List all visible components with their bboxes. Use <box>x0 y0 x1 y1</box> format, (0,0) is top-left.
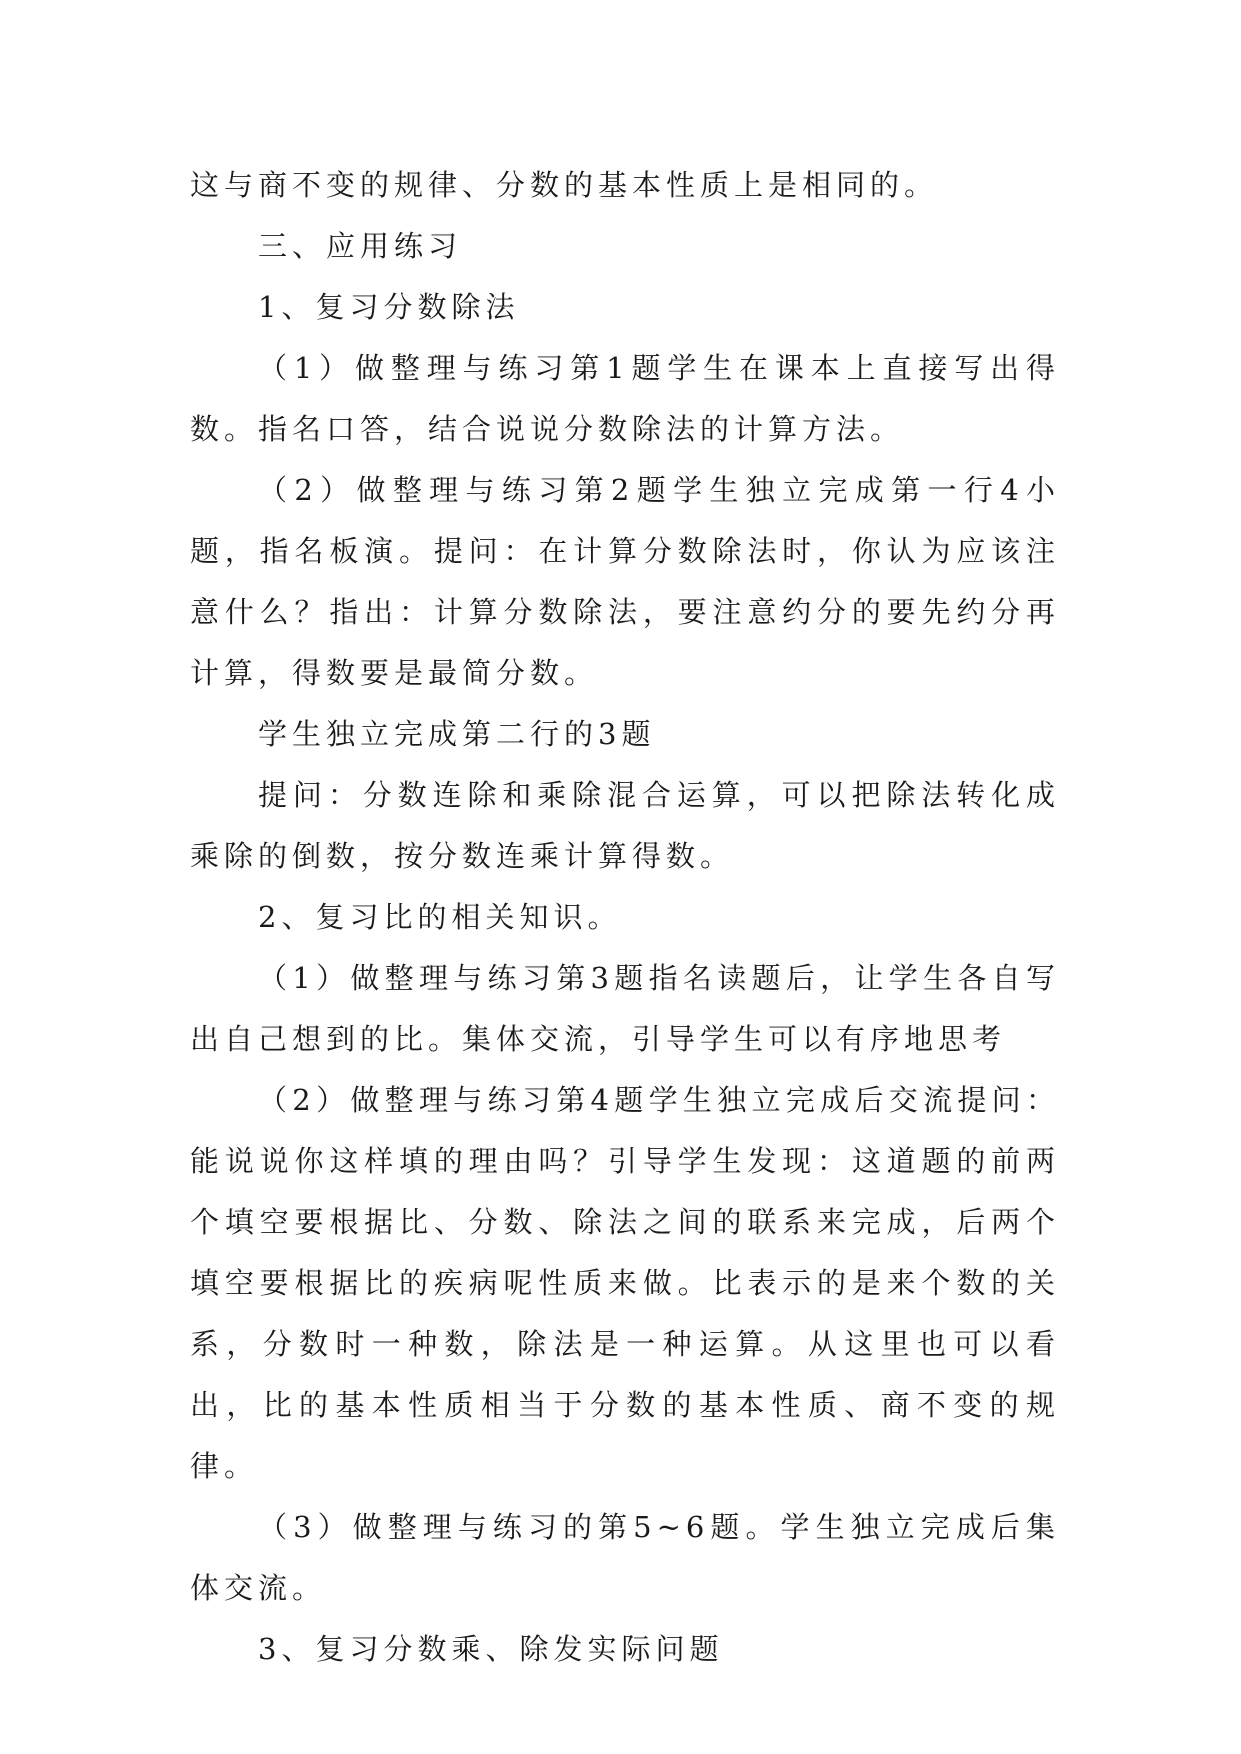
section-heading: 三、应用练习 <box>258 229 463 263</box>
paragraph: 提问：分数连除和乘除混合运算，可以把除法转化成乘除的倒数，按分数连乘计算得数。 <box>190 778 1060 873</box>
paragraph: 这与商不变的规律、分数的基本性质上是相同的。 <box>190 168 939 202</box>
document-body <box>190 155 1060 1680</box>
paragraph: （1）做整理与练习第3题指名读题后，让学生各自写出自己想到的比。集体交流，引导学生可以有序地思考 <box>190 961 1060 1056</box>
paragraph: （2）做整理与练习第4题学生独立完成后交流提问：能说说你这样填的理由吗？引导学生发现：这道题的前两个填空要根据比、分数、除法之间的联系来完成，后两个填空要根据比的疾病呢性质来做。比表示的是来个数的关系，分数时一种数，除法是一种运算。从这里也可以看出，比的基本性质相当于分数的基本性质、商不变的规律。 <box>190 1083 1060 1483</box>
paragraph: （2）做整理与练习第2题学生独立完成第一行4小题，指名板演。提问：在计算分数除法时，你认为应该注意什么？指出：计算分数除法，要注意约分的要先约分再计算，得数要是最简分数。 <box>190 473 1060 690</box>
subsection-heading: 1、复习分数除法 <box>258 290 520 324</box>
subsection-heading: 3、复习分数乘、除发实际问题 <box>258 1632 724 1666</box>
subsection-heading: 2、复习比的相关知识。 <box>258 900 622 934</box>
paragraph: （1）做整理与练习第1题学生在课本上直接写出得数。指名口答，结合说说分数除法的计算方法。 <box>190 351 1060 446</box>
paragraph: 学生独立完成第二行的3题 <box>258 717 656 751</box>
paragraph: （3）做整理与练习的第5~6题。学生独立完成后集体交流。 <box>190 1510 1060 1605</box>
